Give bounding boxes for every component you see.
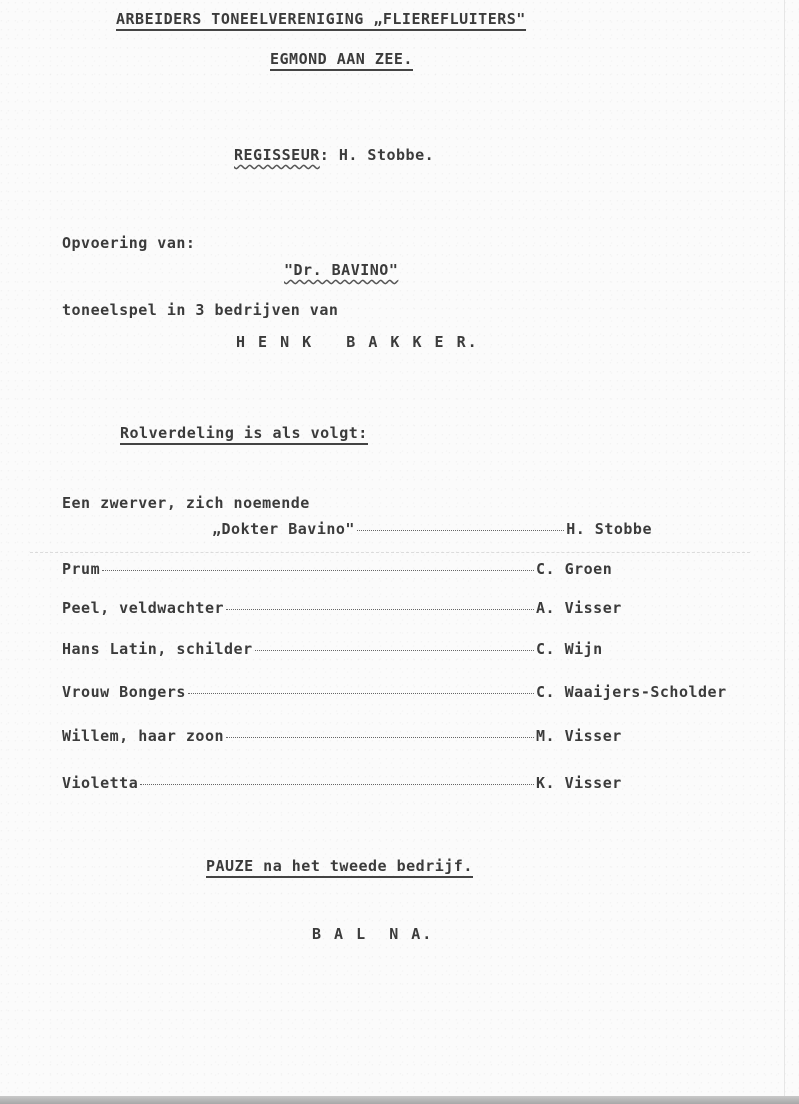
leader-dots: [357, 530, 564, 531]
leader-dots: [102, 570, 534, 571]
role-name: Willem, haar zoon: [62, 727, 225, 745]
leader-dots: [255, 650, 534, 651]
cast-row: [62, 683, 799, 705]
cast-row: [62, 560, 642, 582]
director-label: REGISSEUR: [234, 146, 320, 164]
page-edge: [784, 0, 785, 1096]
play-author: H E N K B A K K E R.: [236, 333, 479, 351]
actor-name: C. Wijn: [536, 640, 603, 658]
intermission-note: PAUZE na het tweede bedrijf.: [206, 857, 473, 878]
play-title: "Dr. BAVINO": [284, 261, 399, 279]
play-description: toneelspel in 3 bedrijven van: [62, 301, 339, 319]
role-name: Vrouw Bongers: [62, 683, 186, 701]
cast-row: [62, 599, 642, 621]
actor-name: H. Stobbe: [566, 520, 652, 538]
role-name: „Dokter Bavino": [212, 520, 355, 538]
first-role-line: Een zwerver, zich noemende: [62, 494, 310, 512]
leader-dots: [188, 693, 534, 694]
role-name: Violetta: [62, 774, 139, 792]
scanner-edge: [0, 1096, 799, 1104]
faint-line: [30, 552, 750, 553]
director-line: [234, 146, 434, 164]
actor-name: C. Groen: [536, 560, 613, 578]
leader-dots: [226, 609, 534, 610]
production-intro: Opvoering van:: [62, 234, 196, 252]
actor-name: K. Visser: [536, 774, 622, 792]
cast-row: [62, 640, 642, 662]
organization-heading: ARBEIDERS TONEELVERENIGING „FLIEREFLUITERS": [116, 10, 526, 31]
role-name: Hans Latin, schilder: [62, 640, 253, 658]
leader-dots: [226, 737, 534, 738]
actor-name: M. Visser: [536, 727, 622, 745]
actor-name: A. Visser: [536, 599, 622, 617]
actor-name: C. Waaijers-Scholder: [536, 683, 727, 701]
cast-heading: Rolverdeling is als volgt:: [120, 424, 368, 445]
location-heading: EGMOND AAN ZEE.: [270, 50, 413, 71]
leader-dots: [140, 784, 534, 785]
cast-row: [212, 520, 652, 542]
role-name: Peel, veldwachter: [62, 599, 225, 617]
director-separator: :: [319, 146, 330, 164]
role-name: Prum: [62, 560, 101, 578]
director-name: H. Stobbe.: [329, 146, 435, 164]
cast-row: [62, 774, 642, 796]
cast-row: [62, 727, 642, 749]
dance-note: B A L N A.: [312, 925, 434, 943]
